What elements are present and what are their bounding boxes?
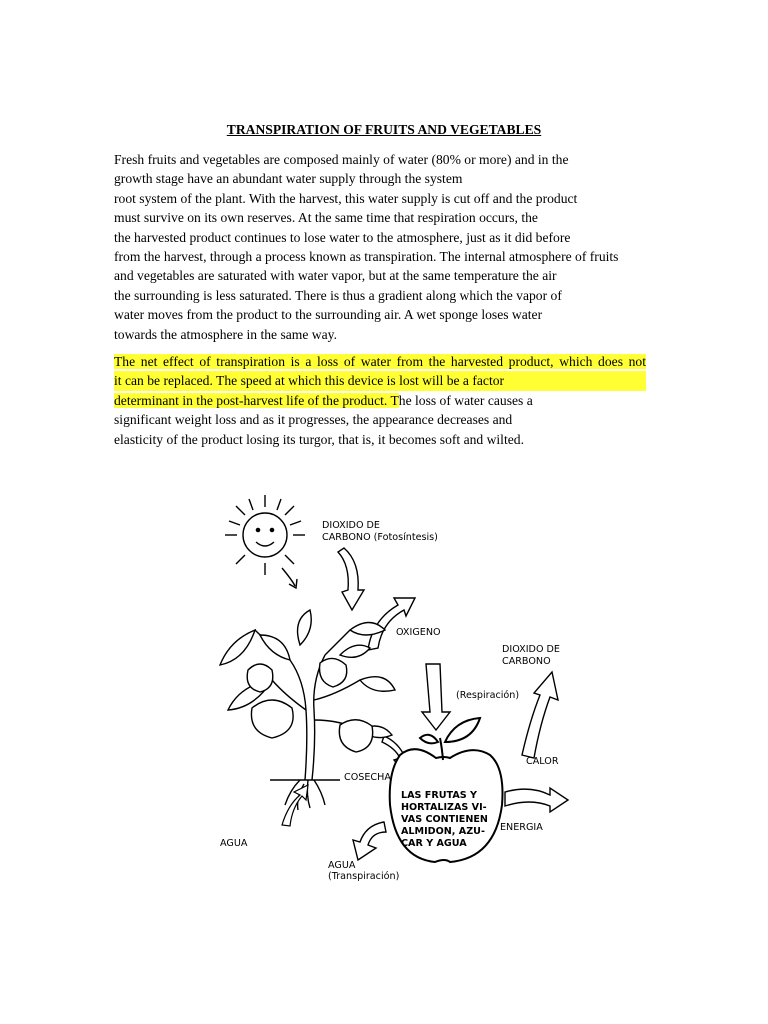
- fruit-text-line: CAR Y AGUA: [401, 838, 467, 849]
- label-energy: ENERGIA: [500, 822, 543, 833]
- label-oxygen: OXIGENO: [396, 627, 441, 638]
- label-water-root: AGUA: [220, 838, 248, 849]
- label-respiration: (Respiración): [456, 690, 520, 701]
- text-line: significant weight loss and as it progresses, the appearance decreases and: [114, 412, 513, 428]
- highlighted-text: it can be replaced. The: [114, 373, 238, 389]
- text-line: from the harvest, through a process known as transpiration. The internal atmosphere of fruits: [114, 249, 619, 265]
- label-co2-out-line1: DIOXIDO DE: [502, 644, 560, 655]
- sun-icon: [225, 495, 305, 588]
- highlighted-text: determinant in the post-harvest life of the product. T: [114, 392, 399, 408]
- label-heat: CALOR: [526, 756, 559, 767]
- text-line: growth stage have an abundant water supply through the system: [114, 171, 463, 187]
- paragraph-transpiration-intro: [114, 150, 634, 344]
- fruit-text-line: ALMIDON, AZU-: [401, 826, 485, 837]
- transpiration-diagram: [200, 480, 590, 895]
- label-co2-in-line2: CARBONO (Fotosíntesis): [322, 532, 438, 543]
- arrow-co2-out-icon: [522, 672, 558, 758]
- text-line: root system of the plant. With the harvest, this water supply is cut off and the product: [114, 190, 578, 206]
- diagram-svg: [200, 480, 590, 895]
- label-co2-in-line1: DIOXIDO DE: [322, 520, 380, 531]
- text-line: Fresh fruits and vegetables are composed mainly of water (80% or more) and in the: [114, 152, 569, 167]
- text-line: [114, 371, 646, 390]
- label-co2-out-line2: CARBONO: [502, 656, 551, 667]
- fruit-text-line: HORTALIZAS VI-: [401, 802, 487, 813]
- text-line: [114, 391, 646, 410]
- paragraph-net-effect: [114, 352, 646, 449]
- text-line: and vegetables are saturated with water vapor, but at the same temperature the air: [114, 268, 557, 284]
- text-line: elasticity of the product losing its turgor, that is, it becomes soft and wilted.: [114, 431, 524, 447]
- arrow-energy-icon: [505, 788, 568, 812]
- arrow-water-root-icon: [282, 785, 308, 826]
- text-line: towards the atmosphere in the same way.: [114, 326, 337, 342]
- arrow-into-fruit-icon: [422, 664, 450, 730]
- arrow-water-out-icon: [353, 822, 386, 860]
- text-segment: he loss of water causes a: [398, 392, 533, 408]
- label-water-out-line2: (Transpiración): [328, 871, 400, 882]
- text-line: the surrounding is less saturated. There is thus a gradient along which the vapor of: [114, 287, 562, 303]
- text-line: the harvested product continues to lose water to the atmosphere, just as it did before: [114, 229, 571, 245]
- text-line: water moves from the product to the surrounding air. A wet sponge loses water: [114, 307, 543, 323]
- highlighted-text: The net effect of transpiration is a loss of water from the harvested product, which does not: [114, 354, 646, 369]
- document-title: TRANSPIRATION OF FRUITS AND VEGETABLES: [226, 122, 542, 137]
- label-water-out-line1: AGUA: [328, 860, 356, 871]
- arrow-co2-in-icon: [338, 548, 364, 610]
- label-harvest: COSECHA: [344, 772, 391, 783]
- fruit-text-line: LAS FRUTAS Y: [401, 790, 477, 801]
- text-segment: speed at which this device is lost will be a factor: [237, 373, 505, 389]
- text-line: must survive on its own reserves. At the same time that respiration occurs, the: [114, 210, 538, 226]
- fruit-text-line: VAS CONTIENEN: [401, 814, 488, 825]
- text-line-highlighted: [114, 352, 646, 371]
